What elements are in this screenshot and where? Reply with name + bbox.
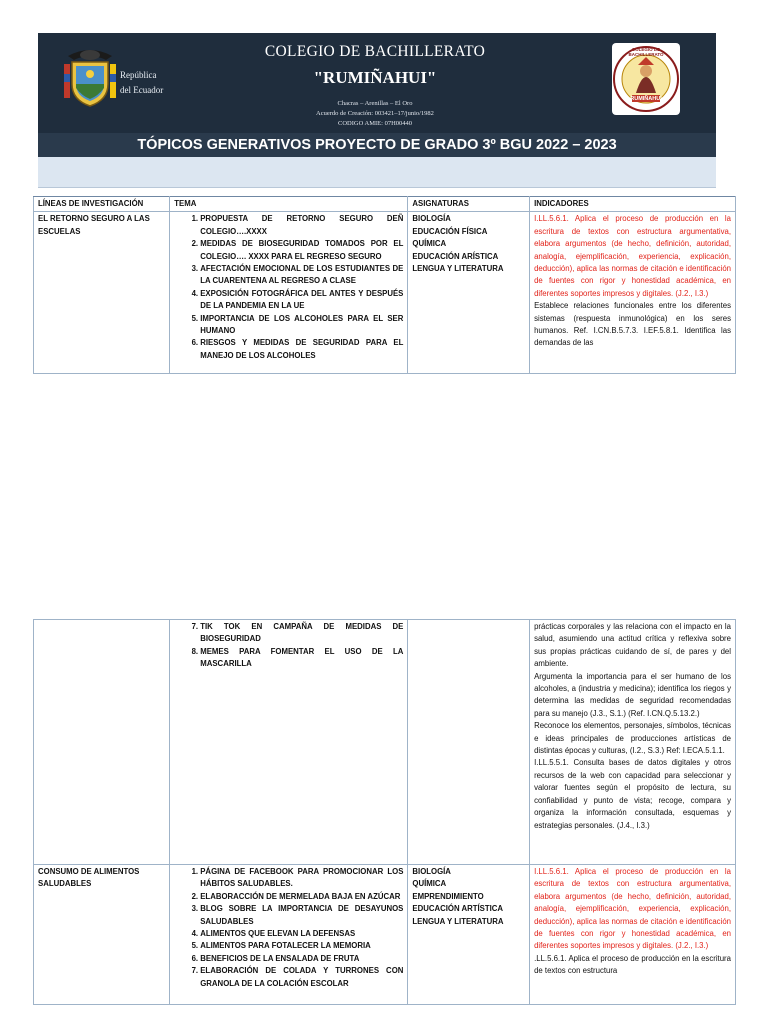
topics-title: TÓPICOS GENERATIVOS PROYECTO DE GRADO 3º BGU 2022 – 2023 bbox=[38, 133, 716, 157]
topic-list bbox=[170, 620, 408, 865]
subject-list: BIOLOGÍA EDUCACIÓN FÍSICA QUÍMICA EDUCACIÓN ARÍSTICA LENGUA Y LITERATURA bbox=[408, 212, 530, 374]
topics-table-page-1 bbox=[33, 196, 736, 374]
col-header-lines: LÍNEAS DE INVESTIGACIÓN bbox=[34, 197, 170, 212]
indicator-cell bbox=[530, 212, 736, 374]
republic-label: República del Ecuador bbox=[120, 70, 164, 95]
list-item: 6. RIESGOS Y MEDIDAS DE SEGURIDAD PARA EL MANEJO DE LOS ALCOHOLES bbox=[200, 337, 403, 362]
school-amie-code: CODIGO AMIE: 07H00440 bbox=[337, 120, 413, 127]
table-row bbox=[34, 865, 736, 1005]
school-logo-name: RUMIÑAHUI bbox=[630, 96, 662, 102]
list-item: 2. ELABORACCIÓN DE MERMELADA BAJA EN AZÚCAR bbox=[200, 891, 403, 903]
list-item: 4. ALIMENTOS QUE ELEVAN LA DEFENSAS bbox=[200, 928, 403, 940]
research-line: CONSUMO DE ALIMENTOS SALUDABLES bbox=[34, 865, 170, 1005]
subject-list: BIOLOGÍA QUÍMICA EMPRENDIMIENTO EDUCACIÓN ARTÍSTICA LENGUA Y LITERATURA bbox=[408, 865, 530, 1005]
school-address: Chacras – Arenillas – El Oro bbox=[337, 100, 413, 107]
school-agreement: Acuerdo de Creación: 003421–17/junio/1982 bbox=[316, 110, 434, 117]
list-item: 4. EXPOSICIÓN FOTOGRÁFICA DEL ANTES Y DESPUÉS DE LA PANDEMIA EN LA UE bbox=[200, 288, 403, 313]
list-item: 8. MEMES PARA FOMENTAR EL USO DE LA MASCARILLA bbox=[200, 646, 403, 671]
list-item: 7. ELABORACIÓN DE COLADA Y TURRONES CON GRANOLA DE LA COLACIÓN ESCOLAR bbox=[200, 965, 403, 990]
list-item: 1. PÁGINA DE FACEBOOK PARA PROMOCIONAR LOS HÁBITOS SALUDABLES. bbox=[200, 866, 403, 891]
table-row bbox=[34, 212, 736, 374]
topics-table-page-2 bbox=[33, 619, 736, 1005]
school-logo bbox=[612, 43, 680, 115]
header-banner bbox=[38, 157, 716, 188]
indicator-black: .LL.5.6.1. Aplica el proceso de producción en la escritura de textos con estructura bbox=[534, 953, 731, 976]
list-item: 2. MEDIDAS DE BIOSEGURIDAD TOMADOS POR EL COLEGIO…. XXXX PARA EL REGRESO SEGURO bbox=[200, 238, 403, 263]
table-row bbox=[34, 620, 736, 865]
table-header-row bbox=[34, 197, 736, 212]
list-item: 3. BLOG SOBRE LA IMPORTANCIA DE DESAYUNOS SALUDABLES bbox=[200, 903, 403, 928]
list-item: 6. BENEFICIOS DE LA ENSALADA DE FRUTA bbox=[200, 953, 403, 965]
list-item: 1. PROPUESTA DE RETORNO SEGURO DEÑ COLEGIO….XXXX bbox=[200, 213, 403, 238]
list-item: 3. AFECTACIÓN EMOCIONAL DE LOS ESTUDIANTES DE LA CUARENTENA AL REGRESO A CLASE bbox=[200, 263, 403, 288]
research-line: EL RETORNO SEGURO A LAS ESCUELAS bbox=[34, 212, 170, 374]
indicator-cell bbox=[530, 865, 736, 1005]
indicator-black: Establece relaciones funcionales entre los diferentes sistemas (respuesta inmunológica) en los seres humanos. Ref. I.CN.B.5.7.3. I.EF.5.8.1. Identifica las demandas de las bbox=[534, 301, 731, 348]
topic-list bbox=[170, 865, 408, 1005]
ecuador-coat-of-arms-icon bbox=[62, 46, 118, 108]
list-item: 5. IMPORTANCIA DE LOS ALCOHOLES PARA EL SER HUMANO bbox=[200, 313, 403, 338]
indicator-red: I.LL.5.6.1. Aplica el proceso de producción en la escritura de textos con estructura argumentativa, elabora argumentos (de hecho, definición, autoridad, analogía, ejemplificación, experiencia, explicación, deducción), aplica las normas de citación e identificación de fuentes con rigor y honestidad académica, en diferentes soportes impresos y digitales. (J.2., I.3.) bbox=[534, 867, 731, 951]
indicator-cell: prácticas corporales y las relaciona con el impacto en la salud, asumiendo una actitud crítica y reflexiva sobre sus propias prácticas cuidando de sí, de pares y del ambiente. Argumenta la importancia para el ser humano de los alcoholes, a (industria y medicina); identifica los riegos y determina las medidas de seguridad recomendadas para su manejo (J.3., S.1.) (Ref. I.CN.Q.5.13.2.) Reconoce los elementos, personajes, símbolos, técnicas e ideas principales de producciones artísticas de distintas épocas y culturas, (I.2., S.3.) Ref: I.ECA.5.1.1. I.LL.5.5.1. Consulta bases de datos digitales y otros recursos de la web con capacidad para seleccionar y valorar fuentes según el propósito de lectura, su confiabilidad y punto de vista; recoge, compara y organiza la información consultada, esquemas y estrategias personales. (J.4., I.3.) bbox=[530, 620, 736, 865]
school-logo-text: COLEGIO DE BACHILLERATO bbox=[628, 47, 664, 57]
list-item: 7. TIK TOK EN CAMPAÑA DE MEDIDAS DE BIOSEGURIDAD bbox=[200, 621, 403, 646]
indicator-red: I.LL.5.6.1. Aplica el proceso de producción en la escritura de textos con estructura argumentativa, elabora argumentos (de hecho, definición, autoridad, analogía, ejemplificación, experiencia, explicación, deducción), aplica las normas de citación e identificación de fuentes con rigor y honestidad académica, en diferentes soportes impresos y digitales. (J.2., I.3.) bbox=[534, 214, 731, 298]
col-header-subjects: ASIGNATURAS bbox=[408, 197, 530, 212]
topic-list bbox=[170, 212, 408, 374]
col-header-indicators: INDICADORES bbox=[530, 197, 736, 212]
school-name: "RUMIÑAHUI" bbox=[313, 68, 437, 87]
col-header-topic: TEMA bbox=[170, 197, 408, 212]
school-title: COLEGIO DE BACHILLERATO bbox=[264, 43, 486, 60]
list-item: 5. ALIMENTOS PARA FOTALECER LA MEMORIA bbox=[200, 940, 403, 952]
